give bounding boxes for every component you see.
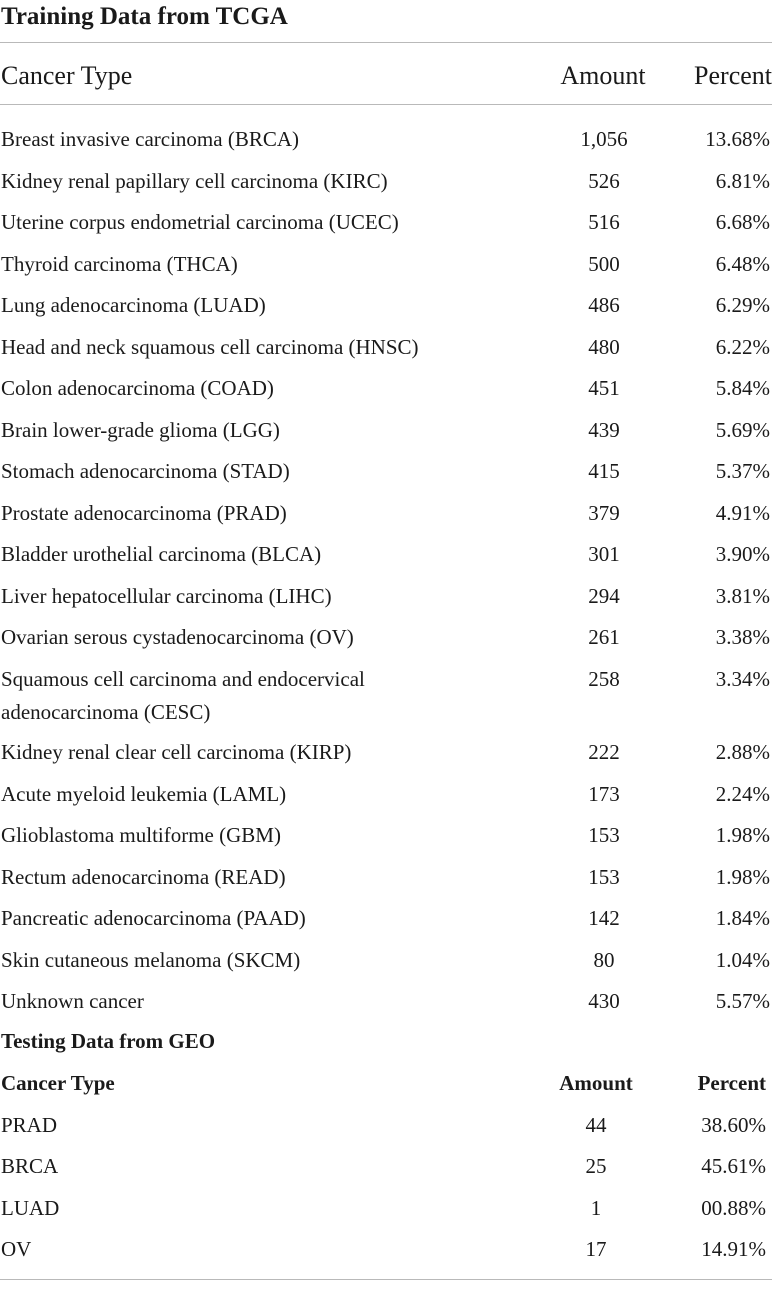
cell-percent: 2.88% [715,740,770,764]
cell-amount: 222 [588,740,620,764]
cell-amount: 486 [588,293,620,317]
cell-cancer-type: Stomach adenocarcinoma (STAD) [1,459,290,483]
cell-percent: 2.24% [715,782,770,806]
cell-cancer-type: Skin cutaneous melanoma (SKCM) [1,948,301,972]
cell-percent: 3.90% [715,542,770,566]
cell-cancer-type: LUAD [1,1196,60,1220]
cell-amount: 379 [588,501,620,525]
cell-amount: 153 [588,823,620,847]
cell-cancer-type: Bladder urothelial carcinoma (BLCA) [1,542,322,566]
cell-percent: 45.61% [701,1154,766,1178]
cell-amount: 153 [588,865,620,889]
cell-amount: 451 [588,376,620,400]
cell-amount: 415 [588,459,620,483]
cell-amount: 430 [588,989,620,1013]
cell-cancer-type: Lung adenocarcinoma (LUAD) [1,293,266,317]
column-header-amount: Amount [560,61,646,90]
cell-cancer-type: Prostate adenocarcinoma (PRAD) [1,501,287,525]
cell-cancer-type: OV [1,1237,32,1261]
cell-percent: 3.38% [715,625,770,649]
cell-percent: 4.91% [715,501,770,525]
table-title: Training Data from TCGA [1,3,288,30]
top-rule [0,42,772,43]
column-header-cancer-type: Cancer Type [1,61,133,90]
cell-percent: 1.04% [715,948,770,972]
cell-cancer-type: Pancreatic adenocarcinoma (PAAD) [1,906,306,930]
cell-percent: 00.88% [701,1196,766,1220]
cell-percent: 5.57% [715,989,770,1013]
cell-cancer-type: Head and neck squamous cell carcinoma (HNSC) [1,335,419,359]
bottom-rule [0,1279,772,1280]
cell-percent: 38.60% [701,1113,766,1137]
cell-amount: 294 [588,584,620,608]
cell-cancer-type: BRCA [1,1154,59,1178]
cell-percent: 1.84% [715,906,770,930]
cell-amount: 439 [588,418,620,442]
cell-cancer-type: Kidney renal clear cell carcinoma (KIRP) [1,740,352,764]
cell-cancer-type: Uterine corpus endometrial carcinoma (UCEC) [1,210,399,234]
cell-amount: 17 [585,1237,607,1261]
cell-cancer-type: Rectum adenocarcinoma (READ) [1,865,286,889]
cell-percent: 3.81% [715,584,770,608]
cell-amount: 1,056 [580,127,628,151]
cell-amount: 1 [590,1196,602,1220]
cell-percent: 1.98% [715,823,770,847]
cell-amount: 261 [588,625,620,649]
cell-percent: 14.91% [701,1237,766,1261]
cell-percent: 13.68% [705,127,770,151]
cell-amount: 480 [588,335,620,359]
cell-cancer-type: Kidney renal papillary cell carcinoma (KIRC) [1,169,388,193]
cell-cancer-type: PRAD [1,1113,58,1137]
cell-amount: 80 [593,948,615,972]
cell-cancer-type: Colon adenocarcinoma (COAD) [1,376,274,400]
cell-percent: 6.81% [715,169,770,193]
cell-percent: 6.29% [715,293,770,317]
cell-cancer-type: Thyroid carcinoma (THCA) [1,252,238,276]
cell-amount: 258 [588,667,620,691]
cell-amount: 526 [588,169,620,193]
cell-amount: 500 [588,252,620,276]
testing-column-header-amount: Amount [559,1071,633,1095]
testing-section-title: Testing Data from GEO [1,1029,216,1053]
cell-percent: 1.98% [715,865,770,889]
cell-cancer-type: Unknown cancer [1,989,144,1013]
cell-amount: 44 [585,1113,607,1137]
cell-amount: 516 [588,210,620,234]
cell-amount: 25 [585,1154,607,1178]
cell-percent: 5.37% [715,459,770,483]
cell-cancer-type: Ovarian serous cystadenocarcinoma (OV) [1,625,354,649]
cell-percent: 6.68% [715,210,770,234]
cell-percent: 6.48% [715,252,770,276]
cell-cancer-type: Acute myeloid leukemia (LAML) [1,782,287,806]
testing-column-header-cancer-type: Cancer Type [1,1071,115,1095]
cell-percent: 5.69% [715,418,770,442]
cell-cancer-type: Breast invasive carcinoma (BRCA) [1,127,299,151]
testing-column-header-percent: Percent [697,1071,766,1095]
cell-amount: 173 [588,782,620,806]
cell-percent: 6.22% [715,335,770,359]
cell-amount: 142 [588,906,620,930]
cell-amount: 301 [588,542,620,566]
cell-cancer-type: Liver hepatocellular carcinoma (LIHC) [1,584,332,608]
cell-cancer-type: Squamous cell carcinoma and endocervical adenocarcinoma (CESC) [1,667,365,724]
cell-cancer-type: Brain lower-grade glioma (LGG) [1,418,280,442]
cell-percent: 3.34% [715,667,770,691]
column-header-percent: Percent [694,61,772,90]
header-rule [0,104,772,105]
cell-percent: 5.84% [715,376,770,400]
cell-cancer-type: Glioblastoma multiforme (GBM) [1,823,281,847]
